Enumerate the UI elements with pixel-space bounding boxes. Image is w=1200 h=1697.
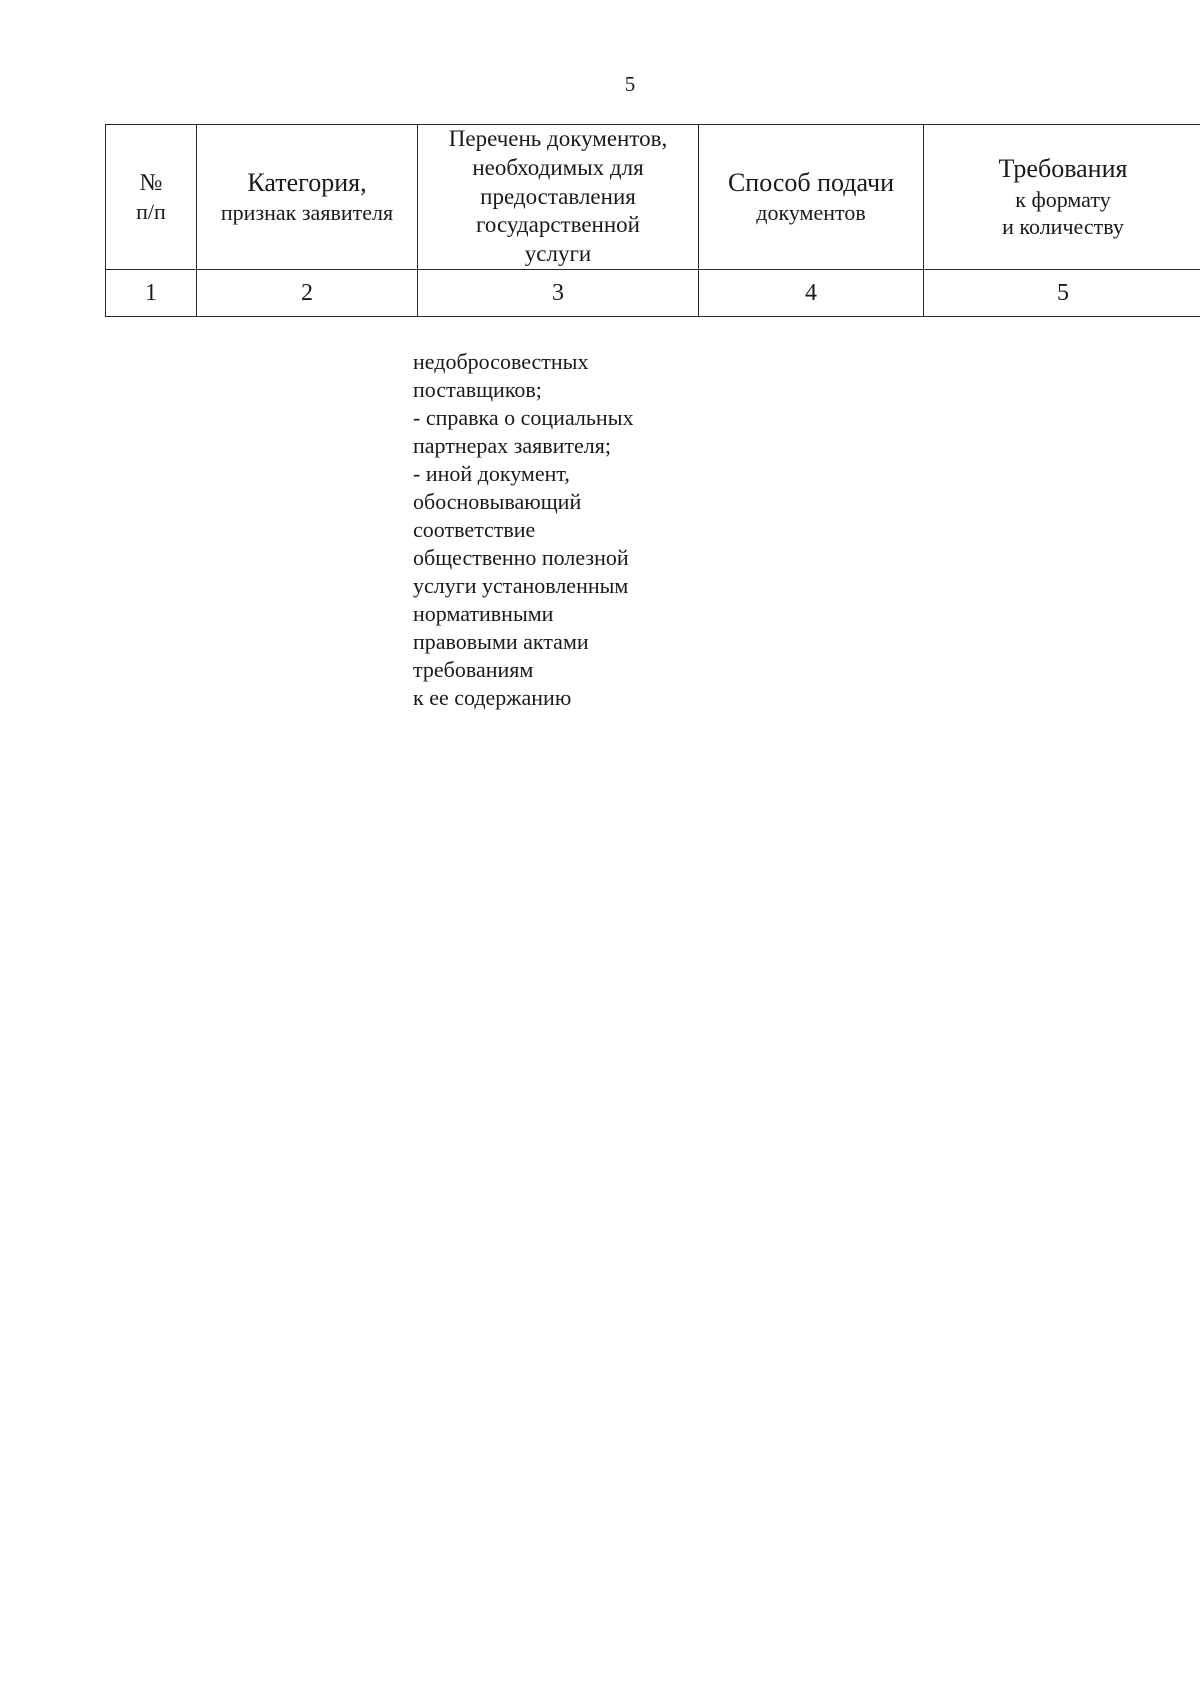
header-submission-title: Способ подачи xyxy=(727,167,895,197)
header-documents-line: услуги xyxy=(524,241,592,266)
header-cell-requirements xyxy=(924,125,1200,270)
header-requirements-sub2: и количеству xyxy=(1002,214,1124,240)
page-number: 5 xyxy=(624,72,636,96)
header-cell-documents xyxy=(418,125,699,270)
header-submission-sub: документов xyxy=(756,200,866,226)
text-line: правовыми актами xyxy=(413,629,589,654)
header-requirements-title: Требования xyxy=(998,154,1128,184)
header-number-sign: № xyxy=(139,170,163,197)
header-category-title: Категория, xyxy=(247,167,367,197)
header-number-sub: п/п xyxy=(136,199,166,225)
header-requirements-sub1: к формату xyxy=(1015,186,1111,212)
header-documents-line: необходимых для xyxy=(472,154,644,180)
table-header-row xyxy=(106,125,1200,270)
documents-continuation-text xyxy=(413,348,713,712)
header-cell-number xyxy=(106,125,197,270)
text-line: недобросовестных xyxy=(413,349,589,374)
header-documents-line: предоставления xyxy=(480,183,636,209)
text-line: поставщиков; xyxy=(413,377,542,402)
text-line: партнерах заявителя; xyxy=(413,433,611,458)
header-documents-line: Перечень документов, xyxy=(448,126,668,151)
text-line: нормативными xyxy=(413,601,554,626)
text-line: услуги установленным xyxy=(413,573,629,598)
column-number-1: 1 xyxy=(106,269,197,316)
text-line: обосновывающий xyxy=(413,489,582,514)
header-cell-category xyxy=(197,125,418,270)
documents-table xyxy=(105,124,1200,317)
column-number-4: 4 xyxy=(699,269,924,316)
column-number-2: 2 xyxy=(197,269,418,316)
header-documents-line: государственной xyxy=(476,212,640,238)
header-cell-submission xyxy=(699,125,924,270)
text-line: требованиям xyxy=(413,657,534,682)
text-line: - справка о социальных xyxy=(413,405,634,430)
text-line: к ее содержанию xyxy=(413,685,572,710)
column-number-5: 5 xyxy=(924,269,1200,316)
header-category-sub: признак заявителя xyxy=(220,200,394,226)
text-line: соответствие xyxy=(413,517,536,542)
text-line: - иной документ, xyxy=(413,461,570,486)
column-number-3: 3 xyxy=(418,269,699,316)
text-line: общественно полезной xyxy=(413,545,629,570)
table-numbering-row xyxy=(106,269,1200,316)
